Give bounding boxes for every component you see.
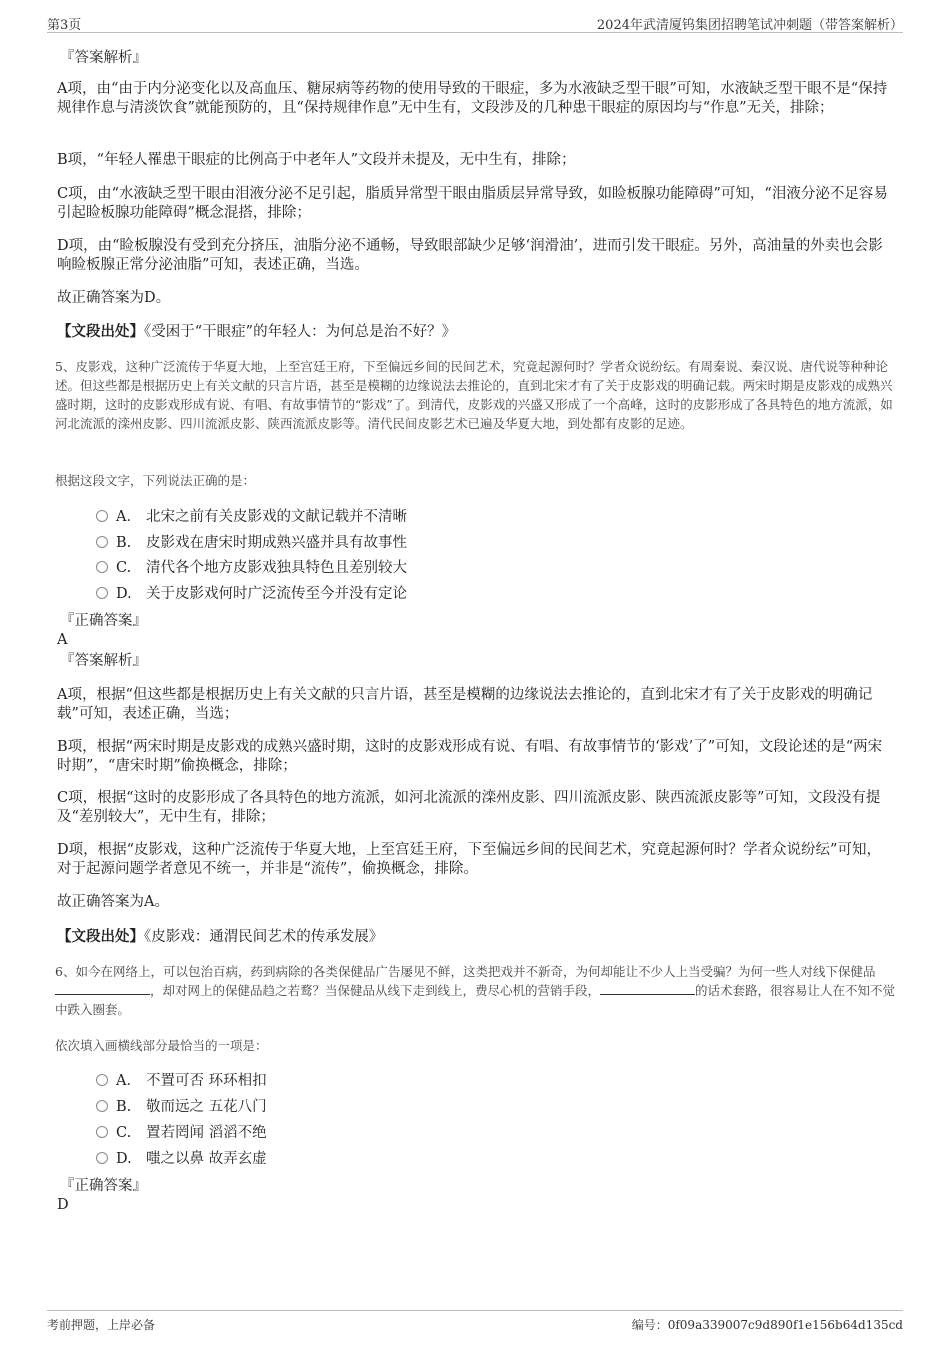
q4-analysis-d: D项，由“睑板腺没有受到充分挤压，油脂分泌不通畅，导致眼部缺少足够‘润滑油’，进而引发干眼症。另外，高油量的外卖也会影响睑板腺正常分泌油脂”可知，表述正确，当选。 [57, 238, 883, 273]
q4-source-label: 【文段出处】 [57, 323, 144, 340]
q5-source [57, 927, 892, 947]
q5-analysis-a: A项，根据“但这些都是根据历史上有关文献的只言片语，甚至是模糊的边缘说法去推论的，直到北宋才有了关于皮影戏的明确记载”可知，表述正确，当选； [57, 687, 873, 722]
q4-source [57, 322, 892, 342]
footer-slogan: 考前押题，上岸必备 [47, 1318, 156, 1332]
q5-prompt: 根据这段文字，下列说法正确的是： [55, 473, 256, 488]
q5-option-b[interactable]: B. 皮影戏在唐宋时期成熟兴盛并具有故事性 [96, 533, 407, 553]
q4-source-title: 《受困于“干眼症”的年轻人：为何总是治不好？》 [144, 324, 457, 340]
q5-conclusion: 故正确答案为A。 [57, 894, 169, 910]
fill-blank-1[interactable] [55, 982, 150, 995]
q5-analysis-c: C项，根据“这时的皮影形成了各具特色的地方流派，如河北流派的滦州皮影、四川流派皮影、陕西流派皮影等”可知，文段没有提及“差别较大”，无中生有，排除； [57, 790, 881, 825]
q6-option-a[interactable]: A． 不置可否 环环相扣 [96, 1071, 267, 1091]
radio-icon[interactable] [96, 587, 108, 599]
q6-answer-label: 『正确答案』 [60, 1178, 147, 1194]
radio-icon[interactable] [96, 561, 108, 573]
q5-source-title: 《皮影戏：通渭民间艺术的传承发展》 [144, 929, 384, 945]
fill-blank-2[interactable] [600, 982, 695, 995]
q5-option-a[interactable]: A． 北宋之前有关皮影戏的文献记载并不清晰 [96, 507, 407, 527]
q5-analysis-label: 『答案解析』 [60, 653, 147, 669]
q6-answer: D [57, 1197, 69, 1213]
q5-analysis-b: B项，根据“两宋时期是皮影戏的成熟兴盛时期，这时的皮影戏形成有说、有唱、有故事情节的‘影戏’了”可知，文段论述的是“两宋时期”，“唐宋时期”偷换概念，排除； [57, 739, 883, 774]
q6-option-b[interactable]: B. 敬而远之 五花八门 [96, 1097, 267, 1117]
q6-passage: 6、如今在网络上，可以包治百病，药到病除的各类保健品广告屡见不鲜，这类把戏并不新奇，为何却能让不少人上当受骗？为何一些人对线下保健品，却对网上的保健品趋之若鹜？当保健品从线下走到线上，费尽心机的营销手段， 的话术套路，很容易让人在不知不觉中跌入圈套。 [55, 964, 896, 1017]
q6-prompt: 依次填入画横线部分最恰当的一项是： [55, 1038, 268, 1053]
q5-answer-label: 『正确答案』 [60, 613, 147, 629]
page-footer [47, 1310, 903, 1333]
q6-option-c[interactable]: C. 置若罔闻 滔滔不绝 [96, 1123, 267, 1143]
radio-icon[interactable] [96, 1100, 108, 1112]
q4-analysis-c: C项，由“水液缺乏型干眼由泪液分泌不足引起，脂质异常型干眼由脂质层异常导致，如睑板腺功能障碍”可知，“泪液分泌不足容易引起睑板腺功能障碍”概念混搭，排除； [57, 186, 888, 221]
page-header [47, 12, 903, 33]
q4-analysis-b: B项，“年轻人罹患干眼症的比例高于中老年人”文段并未提及，无中生有，排除； [57, 152, 576, 168]
q5-passage: 5、皮影戏，这种广泛流传于华夏大地，上至宫廷王府，下至偏远乡间的民间艺术，究竟起源何时？学者众说纷纭。有周秦说、秦汉说、唐代说等种种论述。但这些都是根据历史上有关文献的只言片语，甚至是模糊的边缘说法去推论的，直到北宋才有了关于皮影戏的明确记载。两宋时期是皮影戏的成熟兴盛时期，这时的皮影戏形成有说、有唱、有故事情节的“影戏”了。到清代，皮影戏的兴盛又形成了一个高峰，这时的皮影形成了各具特色的地方流派，如河北流派的滦州皮影、四川流派皮影、陕西流派皮影等。清代民间皮影艺术已遍及华夏大地，到处都有皮影的足迹。 [55, 359, 893, 431]
q6-option-d[interactable]: D. 嗤之以鼻 故弄玄虚 [96, 1149, 267, 1169]
q5-source-label: 【文段出处】 [57, 928, 144, 945]
radio-icon[interactable] [96, 1152, 108, 1164]
document-title: 2024年武清厦钨集团招聘笔试冲刺题（带答案解析） [596, 18, 903, 33]
q4-conclusion: 故正确答案为D。 [57, 290, 171, 306]
radio-icon[interactable] [96, 1074, 108, 1086]
q5-answer: A [57, 632, 68, 648]
q5-option-c[interactable]: C. 清代各个地方皮影戏独具特色且差别较大 [96, 558, 407, 578]
radio-icon[interactable] [96, 536, 108, 548]
radio-icon[interactable] [96, 510, 108, 522]
document-code: 编号：0f09a339007c9d890f1e156b64d135cd [631, 1318, 903, 1332]
q4-analysis-label: 『答案解析』 [60, 50, 147, 66]
page-number: 第3页 [47, 18, 82, 33]
q5-analysis-d: D项，根据“皮影戏，这种广泛流传于华夏大地，上至宫廷王府，下至偏远乡间的民间艺术，究竟起源何时？学者众说纷纭”可知，对于起源问题学者意见不统一，并非是“流传”，偷换概念，排除。 [57, 842, 881, 877]
q4-analysis-a: A项，由“由于内分泌变化以及高血压、糖尿病等药物的使用导致的干眼症，多为水液缺乏型干眼”可知，水液缺乏型干眼不是“保持规律作息与清淡饮食”就能预防的，且“保持规律作息”无中生有，文段涉及的几种患干眼症的原因均与“作息”无关，排除； [57, 81, 888, 116]
radio-icon[interactable] [96, 1126, 108, 1138]
q5-option-d[interactable]: D. 关于皮影戏何时广泛流传至今并没有定论 [96, 584, 407, 604]
